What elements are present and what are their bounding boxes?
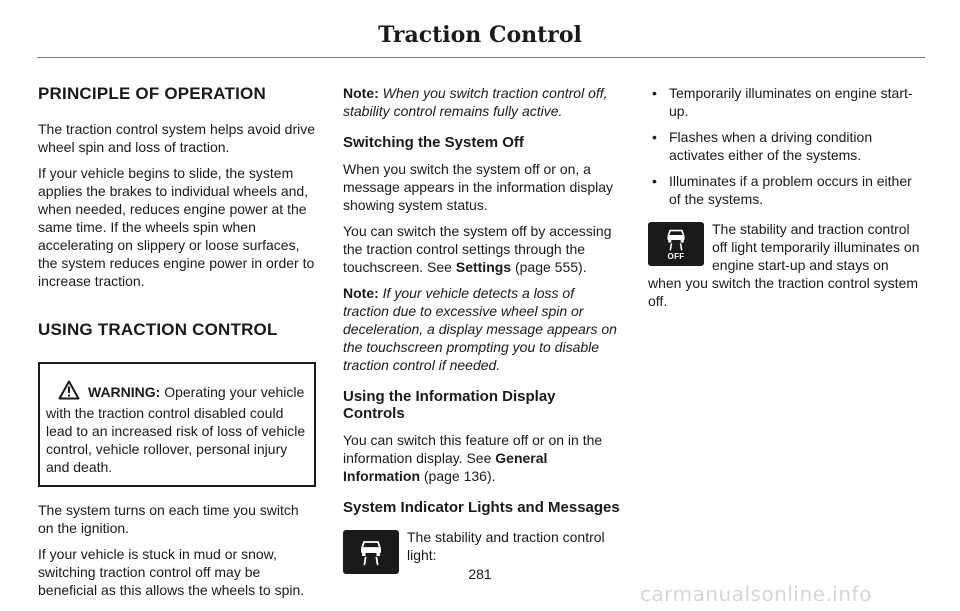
header-divider bbox=[37, 57, 925, 58]
list-item: • Flashes when a driving condition activates either of the systems. bbox=[648, 128, 924, 164]
paragraph: The system turns on each time you switch on the ignition. bbox=[38, 502, 299, 536]
column-middle bbox=[343, 84, 621, 574]
traction-control-off-icon bbox=[648, 222, 704, 266]
paragraph: When you switch the system off or on, a message appears in the information display showing system status. bbox=[343, 161, 614, 213]
warning-label: WARNING: bbox=[88, 384, 161, 400]
list-item: • Temporarily illuminates on engine start-up. bbox=[648, 84, 924, 120]
warning-triangle-icon bbox=[58, 380, 80, 404]
section-heading-principle: PRINCIPLE OF OPERATION bbox=[38, 84, 266, 103]
warning-box bbox=[38, 362, 316, 487]
note bbox=[343, 84, 621, 120]
indicator-behaviors-list bbox=[648, 84, 924, 208]
paragraph bbox=[343, 222, 621, 276]
text: (page 555). bbox=[511, 259, 587, 275]
paragraph: If your vehicle begins to slide, the system applies the brakes to individual wheels and, when needed, reduces engine power at the same time. If the wheels spin when accelerating on slippery or loose surfaces, the system reduces engine power in order to increase traction. bbox=[38, 165, 315, 289]
note-text: When you switch traction control off, stability control remains fully active. bbox=[343, 85, 608, 119]
watermark: carmanualsonline.info bbox=[640, 582, 872, 606]
indicator-off-description: The stability and traction control off light temporarily illuminates on engine start-up and stays on when you switch the traction control system off. bbox=[648, 221, 920, 309]
page-title: Traction Control bbox=[378, 22, 582, 48]
list-item: • Illuminates if a problem occurs in either of the systems. bbox=[648, 172, 924, 208]
paragraph bbox=[343, 431, 621, 485]
text: You can switch this feature off or on in the information display. See bbox=[343, 432, 603, 466]
indicator-description: The stability and traction control light: bbox=[407, 529, 605, 563]
note-label: Note: bbox=[343, 85, 379, 101]
indicator-off-block bbox=[648, 220, 924, 318]
note-label: Note: bbox=[343, 285, 379, 301]
paragraph: If your vehicle is stuck in mud or snow, switching traction control off may be beneficial as this allows the wheels to spin. bbox=[38, 546, 305, 598]
text: (page 136). bbox=[420, 468, 496, 484]
text: You can switch the system off by accessing the traction control settings through the touchscreen. See bbox=[343, 223, 612, 275]
page-number: 281 bbox=[468, 566, 492, 582]
note bbox=[343, 284, 621, 374]
off-label: OFF bbox=[667, 251, 685, 261]
subheading-indicator-lights: System Indicator Lights and Messages bbox=[343, 499, 620, 516]
subheading-switching-off: Switching the System Off bbox=[343, 134, 524, 151]
column-left bbox=[38, 84, 316, 607]
column-right bbox=[648, 84, 924, 318]
general-information-link[interactable]: General Information bbox=[343, 450, 548, 484]
paragraph: The traction control system helps avoid drive wheel spin and loss of traction. bbox=[38, 121, 316, 155]
note-text: If your vehicle detects a loss of traction due to excessive wheel spin or deceleration, a display message appears on the touchscreen prompting you to disable traction control if needed. bbox=[343, 285, 617, 373]
subheading-info-display: Using the Information Display Controls bbox=[343, 388, 556, 422]
warning-text: Operating your vehicle with the traction control disabled could lead to an increased risk of loss of vehicle control, vehicle rollover, personal injury and death. bbox=[46, 384, 306, 475]
settings-link[interactable]: Settings bbox=[455, 259, 512, 275]
section-heading-using: USING TRACTION CONTROL bbox=[38, 320, 278, 339]
